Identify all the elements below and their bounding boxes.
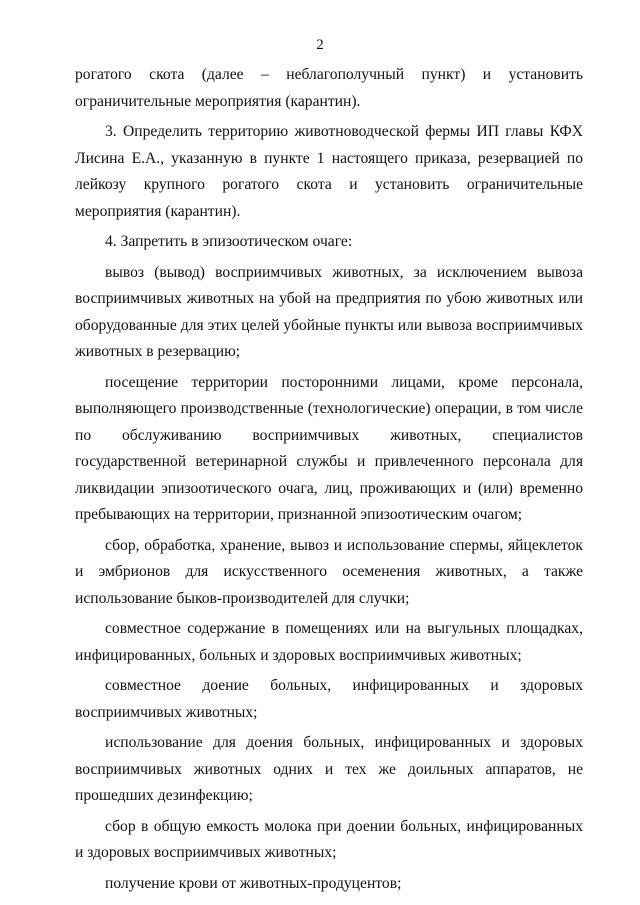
paragraph-prohibition-joint-keeping: совместное содержание в помещениях или на выгульных площадках, инфицированных, больных и здоровых восприимчивых животных; <box>75 620 583 664</box>
paragraph-prohibition-visits: посещение территории посторонними лицами, кроме персонала, выполняющего производственные (технологические) операции, в том числе по обслуживанию восприимчивых животных, специалистов государственной ветеринарной службы и привлеченного персонала для ликвидации эпизоотического очага, лиц, проживающих и (или) временно пребывающих на территории, признанной эпизоотическим очагом; <box>75 373 583 523</box>
page-number: 2 <box>316 37 324 53</box>
paragraph-prohibition-milk-collection: сбор в общую емкость молока при доении больных, инфицированных и здоровых восприимчивых животных; <box>75 817 583 861</box>
paragraph-item-3: 3. Определить территорию животноводческой фермы ИП главы КФХ Лисина Е.А., указанную в пункте 1 настоящего приказа, резервацией по лейкозу крупного рогатого скота и установить ограничительные мероприятия (карантин). <box>75 123 583 220</box>
paragraph-item-4: 4. Запретить в эпизоотическом очаге: <box>105 233 353 250</box>
document-body <box>75 62 583 901</box>
paragraph-prohibition-export: вывоз (вывод) восприимчивых животных, за исключением вывоза восприимчивых животных на убой на предприятия по убою животных или оборудованные для этих целей убойные пункты или вывоза восприимчивых животных в резервацию; <box>75 263 583 360</box>
paragraph-prohibition-milking-machines: использование для доения больных, инфицированных и здоровых восприимчивых животных одних и тех же доильных аппаратов, не прошедших дезинфекцию; <box>75 734 583 804</box>
paragraph-continuation: рогатого скота (далее – неблагополучный пункт) и установить ограничительные мероприятия (карантин). <box>75 66 583 110</box>
paragraph-prohibition-semen: сбор, обработка, хранение, вывоз и использование спермы, яйцеклеток и эмбрионов для искусственного осеменения животных, а также использование быков-производителей для случки; <box>75 536 583 607</box>
paragraph-prohibition-joint-milking: совместное доение больных, инфицированных и здоровых восприимчивых животных; <box>75 677 583 721</box>
paragraph-prohibition-blood: получение крови от животных-продуцентов; <box>105 874 402 892</box>
